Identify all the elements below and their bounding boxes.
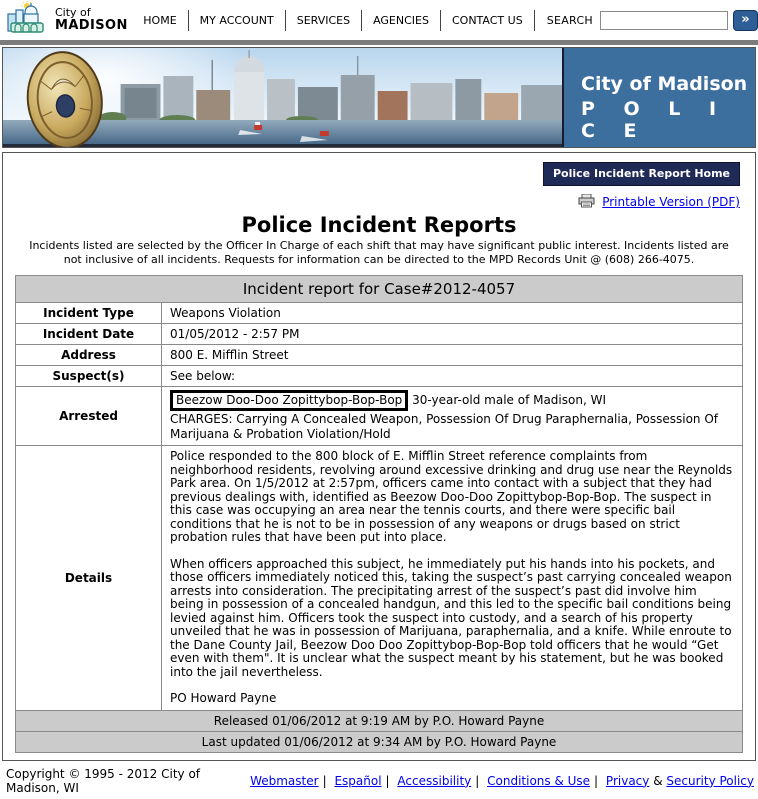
footer-link-security-policy[interactable]: Security Policy xyxy=(666,773,754,788)
details-label: Details xyxy=(16,446,162,711)
report-caption: Incident report for Case#2012-4057 xyxy=(16,275,743,302)
search-input[interactable] xyxy=(600,11,728,30)
header-divider xyxy=(0,40,758,45)
arrested-label: Arrested xyxy=(16,387,162,446)
police-incident-report-home-button[interactable]: Police Incident Report Home xyxy=(543,162,740,186)
report-toolbar xyxy=(3,153,755,186)
table-row-released xyxy=(16,710,743,731)
released-status: Released 01/06/2012 at 9:19 AM by P.O. Howard Payne xyxy=(16,710,743,731)
address-value: 800 E. Mifflin Street xyxy=(162,344,743,365)
logo-line1: City of xyxy=(55,6,91,20)
table-row xyxy=(16,344,743,365)
search-label: SEARCH xyxy=(546,13,593,27)
incident-date-value: 01/05/2012 - 2:57 PM xyxy=(162,323,743,344)
madison-skyline-photo xyxy=(3,48,562,147)
nav-item-agencies[interactable]: AGENCIES xyxy=(373,13,429,27)
main-content xyxy=(2,152,756,761)
nav-item-home[interactable]: HOME xyxy=(143,13,177,27)
footer-link-espanol[interactable]: Español xyxy=(334,773,382,788)
suspect-name-annotation-box xyxy=(170,390,408,411)
suspect-name: Beezow Doo-Doo Zopittybop-Bop-Bop xyxy=(176,393,403,408)
nav-item-services[interactable]: SERVICES xyxy=(296,13,351,27)
footer-separator: | xyxy=(385,773,390,788)
incident-type-value: Weapons Violation xyxy=(162,302,743,323)
police-banner xyxy=(2,47,756,148)
footer-links xyxy=(250,774,754,788)
page-footer xyxy=(0,761,758,799)
nav-divider xyxy=(534,10,535,31)
page-title: Police Incident Reports xyxy=(241,213,517,237)
footer-separator: | xyxy=(322,773,327,788)
nav-item-my-account[interactable]: MY ACCOUNT xyxy=(199,13,274,27)
footer-link-webmaster[interactable]: Webmaster xyxy=(250,773,319,788)
logo-line2: MADISON xyxy=(55,17,128,33)
table-row xyxy=(16,302,743,323)
incident-type-label: Incident Type xyxy=(16,302,162,323)
footer-separator: | xyxy=(475,773,480,788)
police-banner-title xyxy=(562,48,755,147)
suspects-value: See below: xyxy=(162,366,743,387)
table-row xyxy=(16,323,743,344)
footer-separator: | xyxy=(594,773,599,788)
city-skyline-icon xyxy=(6,1,50,39)
search-go-button[interactable]: » xyxy=(733,10,758,31)
incident-date-label: Incident Date xyxy=(16,323,162,344)
details-value xyxy=(162,446,743,711)
footer-link-privacy[interactable]: Privacy xyxy=(605,773,650,788)
footer-link-conditions-use[interactable]: Conditions & Use xyxy=(487,773,591,788)
table-caption-row xyxy=(16,275,743,302)
incident-report-table xyxy=(15,275,743,753)
suspect-charges: CHARGES: Carrying A Concealed Weapon, Possession Of Drug Paraphernalia, Possession Of Marijuana & Probation Violation/Hold xyxy=(170,412,719,442)
details-paragraph-1: Police responded to the 800 block of E. Mifflin Street reference complaints from neighborhood residents, revolving around excessive drinking and drug use near the Reynolds Park area. On 1/5/2012 at 2:57pm, officers came into contact with a subject that they had previous dealings with, identified as Beezow Doo-Doo Zopittybop-Bop-Bop. The suspect in this case was occupying an area near the tennis courts, and there were specific bail conditions that he is not to be in possession of any weapons or drugs based on strict probation rules that have been put into place. xyxy=(170,449,733,545)
table-row-details xyxy=(16,446,743,711)
nav-item-contact-us[interactable]: CONTACT US xyxy=(451,13,523,27)
table-row-last-updated xyxy=(16,731,743,752)
logo-text xyxy=(55,7,128,32)
suspect-description: 30-year-old male of Madison, WI xyxy=(408,393,606,408)
footer-ampersand: & xyxy=(653,773,663,788)
copyright-text: Copyright © 1995 - 2012 City of Madison, WI xyxy=(6,766,201,795)
printable-version-link[interactable]: Printable Version (PDF) xyxy=(602,195,740,209)
details-officer-signature: PO Howard Payne xyxy=(170,691,277,706)
top-header xyxy=(0,0,758,40)
printer-icon xyxy=(578,197,599,211)
address-label: Address xyxy=(16,344,162,365)
suspects-label: Suspect(s) xyxy=(16,366,162,387)
table-row xyxy=(16,366,743,387)
city-of-madison-logo[interactable] xyxy=(6,1,132,39)
banner-line1: City of Madison xyxy=(581,73,748,95)
site-search xyxy=(547,10,758,31)
details-paragraph-2: When officers approached this subject, he immediately put his hands into his pockets, and those officers immediately noticed this, taking the suspect’s past carrying concealed weapon arrests into consideration. The precipitating arrest of the suspect’s past did involve him being in possession of a concealed handgun, and this led to the specific bail conditions being levied against him. Officers took the suspect into custody, and a search of his property unveiled that he was in possession of Marijuana, paraphernalia, and a knife. While enroute to the Dane County Jail, Beezow Doo Doo Zopittybop-Bop-Bop told officers that he would “Get even with them". It is unclear what the suspect meant by his statement, but he was booked into the jail nevertheless. xyxy=(170,556,732,679)
arrested-value xyxy=(162,387,743,446)
footer-link-accessibility[interactable]: Accessibility xyxy=(397,773,472,788)
main-nav xyxy=(132,0,534,40)
intro-text: Incidents listed are selected by the Officer In Charge of each shift that may have significant public interest. Incidents listed are not inclusive of all incidents. Requests for information can be directed to the MPD Records Unit @ (608) 266-4075. xyxy=(29,239,729,267)
printable-version-row xyxy=(3,186,755,211)
table-row-arrested xyxy=(16,387,743,446)
last-updated-status: Last updated 01/06/2012 at 9:34 AM by P.O. Howard Payne xyxy=(16,731,743,752)
banner-line2: P O L I C E xyxy=(581,98,728,142)
